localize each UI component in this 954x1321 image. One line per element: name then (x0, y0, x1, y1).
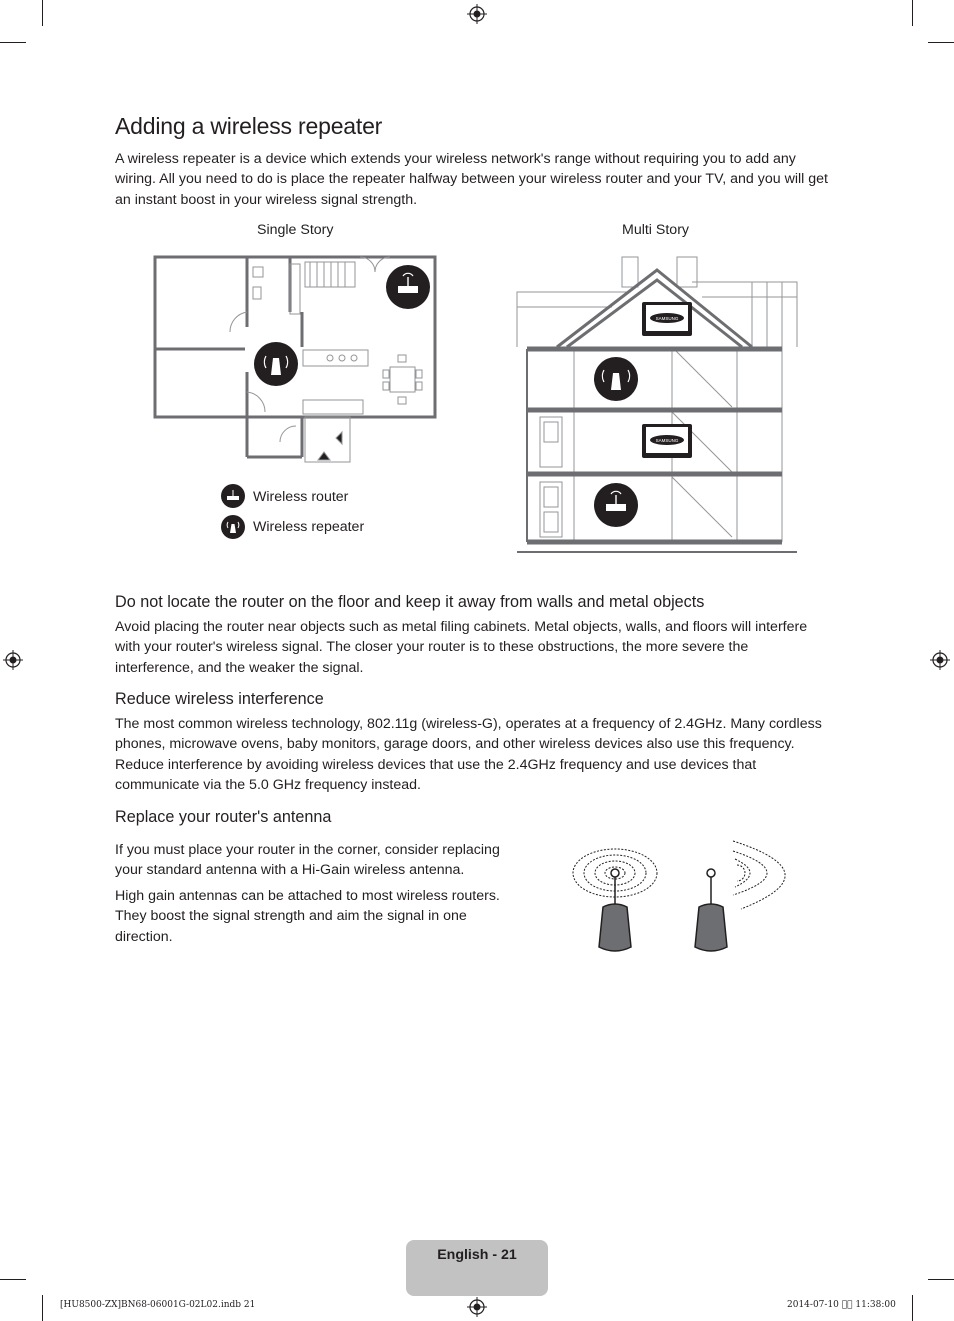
crop-mark (928, 42, 954, 43)
section-body-antenna-2: High gain antennas can be attached to most wireless routers. They boost the signal strength and aim the signal in one direction. (115, 888, 500, 945)
section-body-antenna-1: If you must place your router in the corner, consider replacing your standard antenna with a Hi-Gain wireless antenna. (115, 842, 500, 879)
wireless-repeater-icon (221, 515, 245, 539)
tv-icon (642, 424, 692, 458)
page-title: Adding a wireless repeater (115, 113, 383, 139)
crop-mark (42, 0, 43, 26)
svg-text:SAMSUNG: SAMSUNG (655, 438, 679, 443)
section-heading-antenna: Replace your router's antenna (115, 808, 332, 826)
legend-repeater-label: Wireless repeater (253, 519, 365, 535)
single-story-label: Single Story (257, 222, 334, 238)
crop-mark (0, 42, 26, 43)
crop-mark (928, 1279, 954, 1280)
registration-mark-icon (467, 1297, 487, 1317)
registration-mark-icon (467, 4, 487, 24)
multi-story-house (512, 252, 802, 562)
single-story-floor-plan (150, 252, 445, 467)
section-heading-interference: Reduce wireless interference (115, 690, 324, 708)
registration-mark-icon (3, 650, 23, 670)
section-body-interference: The most common wireless technology, 802.11g (wireless-G), operates at a frequency of 2.4GHz. Many cordless phones, microwave ovens, baby monitors, garage doors, and other wireless devices also use this frequency. Reduce interference by avoiding wireless devices that use the 2.4GHz frequency and use devices that communicate via the 5.0 GHz frequency instead. (115, 716, 822, 793)
section-heading-router-location: Do not locate the router on the floor and keep it away from walls and metal objects (115, 593, 705, 611)
file-slug: [HU8500-ZX]BN68-06001G-02L02.indb 21 (60, 1300, 256, 1310)
print-timestamp: 2014-07-10 ￿￿ 11:38:00 (787, 1300, 896, 1310)
crop-mark (0, 1279, 26, 1280)
repeater-icon (594, 357, 638, 401)
registration-mark-icon (930, 650, 950, 670)
crop-mark (42, 1295, 43, 1321)
crop-mark (912, 0, 913, 26)
intro-paragraph: A wireless repeater is a device which extends your wireless network's range without requiring you to add any wiring. All you need to do is place the repeater halfway between your wireless router and your TV, and you will get an instant boost in your wireless signal strength. (115, 151, 828, 208)
router-icon (594, 483, 638, 527)
router-icon (386, 265, 430, 309)
antenna-comparison-illustration (565, 835, 837, 957)
wireless-router-icon (221, 484, 245, 508)
legend-router-label: Wireless router (253, 489, 349, 505)
section-body-router-location: Avoid placing the router near objects such as metal filing cabinets. Metal objects, walls, and floors will interfere with your router's wireless signal. The closer your router is to these obstructions, the more severe the interference, and the weaker the signal. (115, 619, 808, 676)
svg-text:SAMSUNG: SAMSUNG (655, 316, 679, 321)
repeater-icon (254, 342, 298, 386)
page-number-label: English - 21 (437, 1247, 517, 1263)
multi-story-label: Multi Story (622, 222, 690, 238)
crop-mark (912, 1295, 913, 1321)
tv-icon (642, 302, 692, 336)
